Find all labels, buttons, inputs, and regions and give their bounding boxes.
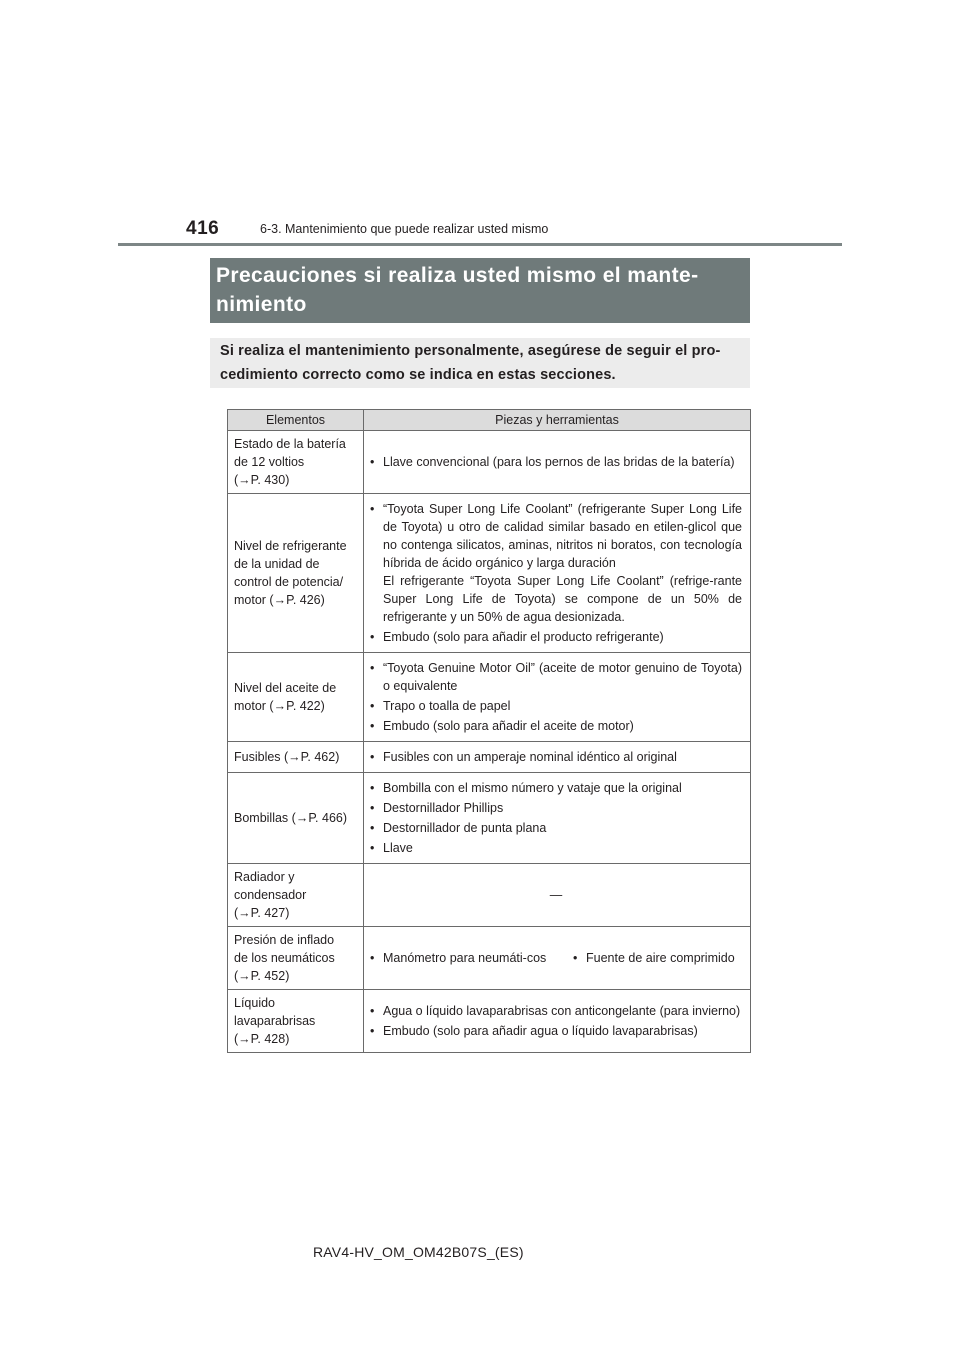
- list-item: • Destornillador de punta plana: [370, 821, 547, 835]
- tools-cell: [364, 773, 751, 864]
- tools-cell: [364, 494, 751, 653]
- tools-cell: [364, 990, 751, 1053]
- bullet-icon: •: [370, 661, 375, 675]
- tools-cell: [364, 927, 751, 990]
- bullet-icon: •: [370, 1004, 375, 1018]
- element-cell: Fusibles (→P. 462): [228, 742, 364, 773]
- table-header-row: [228, 410, 751, 431]
- tools-cell: [364, 431, 751, 494]
- table-row: [228, 742, 751, 773]
- list-item: • Embudo (solo para añadir el aceite de motor): [370, 719, 634, 733]
- bullet-icon: •: [370, 951, 375, 965]
- section-reference: 6-3. Mantenimiento que puede realizar usted mismo: [260, 222, 549, 236]
- tools-list: [370, 659, 742, 735]
- element-cell: Nivel de refrigerante de la unidad de control de potencia/ motor (→P. 426): [228, 494, 364, 653]
- list-item: • Llave convencional (para los pernos de las bridas de la batería): [370, 455, 735, 469]
- list-item: • “Toyota Genuine Motor Oil” (aceite de motor genuino de Toyota) o equivalente: [370, 661, 742, 693]
- title-band: [210, 258, 750, 323]
- tools-list: [370, 500, 742, 646]
- bullet-icon: •: [370, 781, 375, 795]
- list-item: • Manómetro para neumáti-cos: [370, 951, 547, 965]
- bullet-icon: •: [370, 841, 375, 855]
- element-cell: Presión de inflado de los neumáticos (→P. 452): [228, 927, 364, 990]
- tools-cell: [364, 742, 751, 773]
- column-header-tools: Piezas y herramientas: [364, 410, 751, 431]
- list-item: • Bombilla con el mismo número y vataje que la original: [370, 781, 682, 795]
- list-item: • Llave: [370, 841, 413, 855]
- no-tools-dash: —: [549, 888, 563, 902]
- table-row: [228, 927, 751, 990]
- column-header-elements: Elementos: [228, 410, 364, 431]
- bullet-icon: •: [370, 1024, 375, 1038]
- list-item: • Fuente de aire comprimido: [573, 951, 735, 965]
- document-code: RAV4-HV_OM_OM42B07S_(ES): [313, 1244, 524, 1260]
- bullet-icon: •: [370, 502, 375, 516]
- table-row: [228, 653, 751, 742]
- tools-cell: [364, 864, 751, 927]
- tools-two-column: [370, 949, 742, 967]
- element-cell: Estado de la batería de 12 voltios (→P. 430): [228, 431, 364, 494]
- table-row: [228, 431, 751, 494]
- bullet-icon: •: [370, 699, 375, 713]
- header-rule: [118, 243, 842, 246]
- tools-list: [370, 453, 742, 471]
- list-item: • Agua o líquido lavaparabrisas con anticongelante (para invierno): [370, 1004, 741, 1018]
- element-cell: Bombillas (→P. 466): [228, 773, 364, 864]
- element-cell: Nivel del aceite de motor (→P. 422): [228, 653, 364, 742]
- intro-text: Si realiza el mantenimiento personalmente, asegúrese de seguir el pro- cedimiento correcto como se indica en estas secciones.: [220, 343, 721, 383]
- tools-list: [370, 1002, 742, 1040]
- intro-band: [210, 338, 750, 388]
- maintenance-items-table: [227, 409, 751, 1053]
- bullet-icon: •: [370, 719, 375, 733]
- table-row: [228, 494, 751, 653]
- table-row: [228, 773, 751, 864]
- tools-list: [370, 748, 742, 766]
- tools-list: [370, 779, 742, 857]
- list-item: • Embudo (solo para añadir el producto refrigerante): [370, 630, 664, 644]
- list-item: • Embudo (solo para añadir agua o líquido lavaparabrisas): [370, 1024, 698, 1038]
- bullet-icon: •: [370, 455, 375, 469]
- coolant-note: El refrigerante “Toyota Super Long Life Coolant” (refrige-rante Super Long Life de Toyota) se compone de un 50% de refrigerante y un 50% de agua desionizada.: [383, 574, 742, 624]
- page-title: Precauciones si realiza usted mismo el mante- nimiento: [216, 264, 699, 316]
- table-row: [228, 990, 751, 1053]
- bullet-icon: •: [370, 801, 375, 815]
- tools-cell: [364, 653, 751, 742]
- list-item: • Trapo o toalla de papel: [370, 699, 511, 713]
- table-row: [228, 864, 751, 927]
- element-cell: Líquido lavaparabrisas (→P. 428): [228, 990, 364, 1053]
- list-item: • “Toyota Super Long Life Coolant” (refrigerante Super Long Life de Toyota) u otro de calidad similar basado en etilen-glicol que no contenga silicatos, aminas, nitritos ni boratos, con tecnología híbrida de ácido orgánico y larga duración El refrigerante “Toyota Super Long Life Coolant” (refrige-rante Super Long Life de Toyota) se compone de un 50% de refrigerante y un 50% de agua desionizada.: [370, 502, 742, 624]
- bullet-icon: •: [370, 750, 375, 764]
- element-cell: Radiador y condensador (→P. 427): [228, 864, 364, 927]
- page-number: 416: [186, 218, 220, 239]
- list-item: • Fusibles con un amperaje nominal idéntico al original: [370, 750, 677, 764]
- bullet-icon: •: [370, 821, 375, 835]
- bullet-icon: •: [573, 951, 578, 965]
- list-item: • Destornillador Phillips: [370, 801, 504, 815]
- bullet-icon: •: [370, 630, 375, 644]
